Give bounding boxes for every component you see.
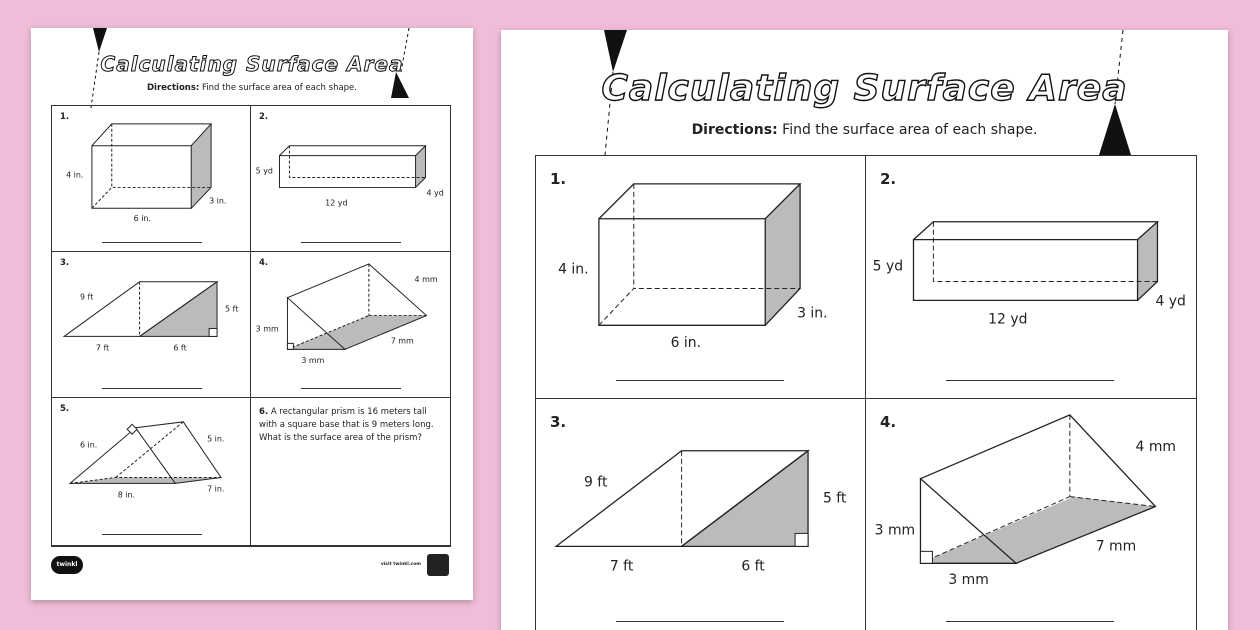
rect-prism-figure <box>52 106 250 251</box>
problem-5: 5. 6 in. 5 in. 8 in. 7 in. <box>52 398 251 546</box>
svg-text:3 mm: 3 mm <box>948 572 989 589</box>
problem-4: 4. 4 mm 3 mm 7 mm 3 mm <box>866 399 1196 630</box>
problem-grid <box>535 155 1197 630</box>
answer-line <box>616 621 784 622</box>
answer-line <box>301 242 401 243</box>
answer-line <box>102 242 202 243</box>
svg-text:6 ft: 6 ft <box>173 343 187 353</box>
worksheet-title: Calculating Surface Area <box>601 68 1128 109</box>
answer-line <box>616 380 784 381</box>
directions: Directions: Find the surface area of each shape. <box>691 122 1038 138</box>
svg-text:3 mm: 3 mm <box>301 356 325 366</box>
twinkl-logo: twinkl <box>51 556 83 574</box>
svg-text:7 mm: 7 mm <box>1095 538 1137 555</box>
problem-6 <box>251 398 450 546</box>
problem-grid <box>51 105 451 547</box>
svg-text:5 yd: 5 yd <box>255 166 273 176</box>
svg-text:3 mm: 3 mm <box>874 522 916 539</box>
svg-text:3 in.: 3 in. <box>797 305 828 322</box>
svg-text:3 mm: 3 mm <box>255 324 279 334</box>
svg-text:6 in.: 6 in. <box>670 335 702 352</box>
answer-line <box>102 534 202 535</box>
triangular-prism-figure <box>52 398 250 545</box>
svg-text:9 ft: 9 ft <box>583 474 608 491</box>
svg-text:5 ft: 5 ft <box>224 304 239 314</box>
problem-1: 1. 4 in. 6 in. 3 in. <box>536 156 866 399</box>
problem-2: 2. 5 yd 12 yd 4 yd <box>251 106 450 252</box>
long-prism-figure <box>251 106 450 251</box>
svg-text:7 mm: 7 mm <box>390 336 414 346</box>
rect-prism-figure <box>536 156 865 398</box>
svg-text:4 in.: 4 in. <box>558 261 589 278</box>
svg-text:6 ft: 6 ft <box>741 558 765 575</box>
problem-3: 3. 9 ft 5 ft 7 ft 6 ft <box>52 252 251 398</box>
svg-text:7 in.: 7 in. <box>207 484 225 494</box>
badge-icon <box>427 554 449 576</box>
footer <box>51 554 449 576</box>
problem-2: 2. 5 yd 12 yd 4 yd <box>866 156 1196 399</box>
worksheet-preview-small <box>31 28 473 600</box>
answer-line <box>301 388 401 389</box>
svg-text:5 ft: 5 ft <box>822 490 847 507</box>
svg-text:4 yd: 4 yd <box>1155 293 1186 310</box>
visit-link: visit twinkl.com <box>380 562 421 567</box>
svg-text:6 in.: 6 in. <box>133 214 151 224</box>
problem-1: 1. 4 in. 6 in. 3 in. <box>52 106 251 252</box>
svg-text:7 ft: 7 ft <box>609 558 634 575</box>
problem-3: 3. 9 ft 5 ft 7 ft 6 ft <box>536 399 866 630</box>
long-prism-figure <box>866 156 1196 398</box>
svg-text:4 mm: 4 mm <box>1135 438 1177 455</box>
svg-text:4 mm: 4 mm <box>414 274 438 284</box>
svg-text:8 in.: 8 in. <box>117 490 136 500</box>
triangle-figure <box>52 252 250 397</box>
answer-line <box>946 380 1114 381</box>
svg-text:4 yd: 4 yd <box>426 188 444 198</box>
problem-4: 4. 4 mm 3 mm 7 mm 3 mm <box>251 252 450 398</box>
svg-text:6 in.: 6 in. <box>79 440 98 450</box>
word-problem: 6. A rectangular prism is 16 meters tall with a square base that is 9 meters long. What is the surface area of the prism? <box>259 407 434 443</box>
svg-text:3 in.: 3 in. <box>209 196 227 206</box>
svg-text:5 in.: 5 in. <box>207 434 225 444</box>
worksheet-preview-large <box>501 30 1228 630</box>
svg-text:12 yd: 12 yd <box>325 198 348 208</box>
triangle-figure <box>536 399 865 630</box>
svg-text:7 ft: 7 ft <box>95 343 110 353</box>
answer-line <box>102 388 202 389</box>
svg-text:9 ft: 9 ft <box>79 292 94 302</box>
wedge-figure <box>866 399 1196 630</box>
svg-text:12 yd: 12 yd <box>988 311 1028 328</box>
svg-text:4 in.: 4 in. <box>66 170 84 180</box>
directions: Directions: Find the surface area of each shape. <box>147 83 357 93</box>
worksheet-title: Calculating Surface Area <box>100 52 404 76</box>
wedge-figure <box>251 252 450 397</box>
answer-line <box>946 621 1114 622</box>
svg-text:5 yd: 5 yd <box>872 258 904 275</box>
